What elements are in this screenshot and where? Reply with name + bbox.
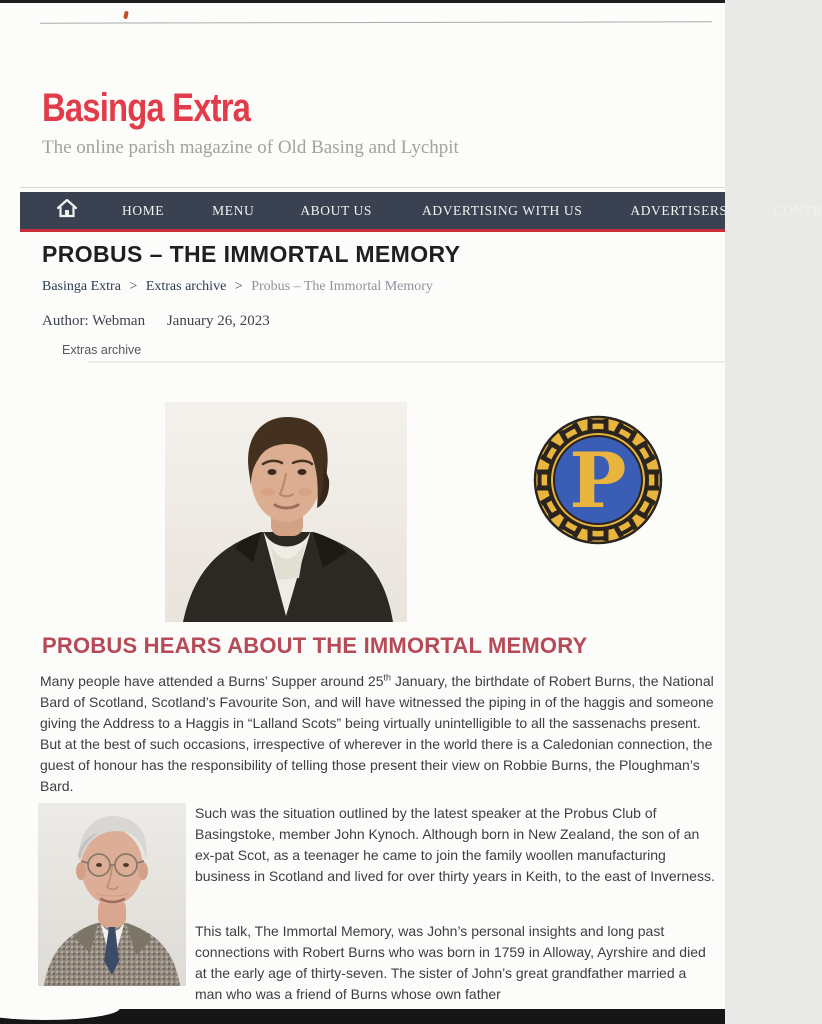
nav-item-advertisers[interactable]: ADVERTISERS <box>630 202 728 218</box>
scan-line-artifact <box>40 21 712 23</box>
article-paragraph-2: Such was the situation outlined by the latest speaker at the Probus Club of Basingstoke, member John Kynoch. Although born in New Zealand, the son of an ex-pat Scot, as a teenager he came to join the family woollen manufacturing business in Scotland and lived for over thirty years in Keith, to the east of Inverness. <box>195 805 715 884</box>
photo-john-kynoch <box>38 803 186 986</box>
scan-edge-top <box>0 0 725 3</box>
article-meta <box>42 313 270 330</box>
site-logo-text[interactable]: Basinga Extra <box>42 86 251 130</box>
portrait-robert-burns <box>165 402 407 622</box>
section-heading: PROBUS HEARS ABOUT THE IMMORTAL MEMORY <box>42 633 588 658</box>
breadcrumb-current: Probus – The Immortal Memory <box>251 279 433 294</box>
nav-item-about-us[interactable]: ABOUT US <box>300 202 372 218</box>
rule-above-nav <box>20 187 725 188</box>
breadcrumb-link-extras-archive[interactable]: Extras archive <box>145 279 227 294</box>
home-icon <box>56 198 78 223</box>
article-paragraph-1 <box>40 671 716 797</box>
nav-item-contributors-truncated[interactable]: CONTR <box>773 202 822 218</box>
probus-club-logo <box>533 414 663 546</box>
author-label: Author: Webman <box>42 313 146 329</box>
publish-date: January 26, 2023 <box>166 313 270 329</box>
breadcrumb <box>42 279 433 295</box>
scan-page-corner <box>0 996 120 1020</box>
breadcrumb-separator: > <box>129 279 138 294</box>
nav-home-button[interactable] <box>56 198 78 223</box>
breadcrumb-separator: > <box>234 279 243 294</box>
para1-superscript: th <box>383 672 392 683</box>
para1-text-a: Many people have attended a Burns’ Supper around 25 <box>40 673 384 689</box>
main-nav <box>20 192 822 232</box>
scan-red-speck <box>123 11 129 20</box>
scan-edge-bottom <box>0 1009 725 1024</box>
category-tag[interactable]: Extras archive <box>62 343 142 357</box>
nav-item-advertising-with-us[interactable]: ADVERTISING WITH US <box>422 202 583 218</box>
probus-monogram: P <box>569 436 627 525</box>
article-paragraph-3: This talk, The Immortal Memory, was John’s personal insights and long past connections with Robert Burns who was born in 1759 in Alloway, Ayrshire and died at the early age of thirty-seven. The sister of John’s great grandfather married a man who was a friend of Burns whose own father <box>195 923 706 1002</box>
nav-item-home[interactable]: HOME <box>122 202 165 218</box>
breadcrumb-link-home[interactable]: Basinga Extra <box>42 279 121 294</box>
para1-text-b: January, the birthdate of Robert Burns, the National Bard of Scotland, Scotland’s Favourite Son, and will have witnessed the piping in of the haggis and someone giving the Address to a Haggis in “Lalland Scots” being virtually unintelligible to all the sassenachs present. But at the best of such occasions, irrespective of wherever in the world there is a Caledonian connection, the guest of honour has the responsibility of telling those present their view on Robbie Burns, the Ploughman’s Bard. <box>40 673 714 794</box>
rule-below-tag <box>88 361 725 363</box>
page-title: PROBUS – THE IMMORTAL MEMORY <box>42 241 461 267</box>
site-tagline: The online parish magazine of Old Basing and Lychpit <box>42 137 459 158</box>
nav-item-menu[interactable]: MENU <box>212 202 255 218</box>
